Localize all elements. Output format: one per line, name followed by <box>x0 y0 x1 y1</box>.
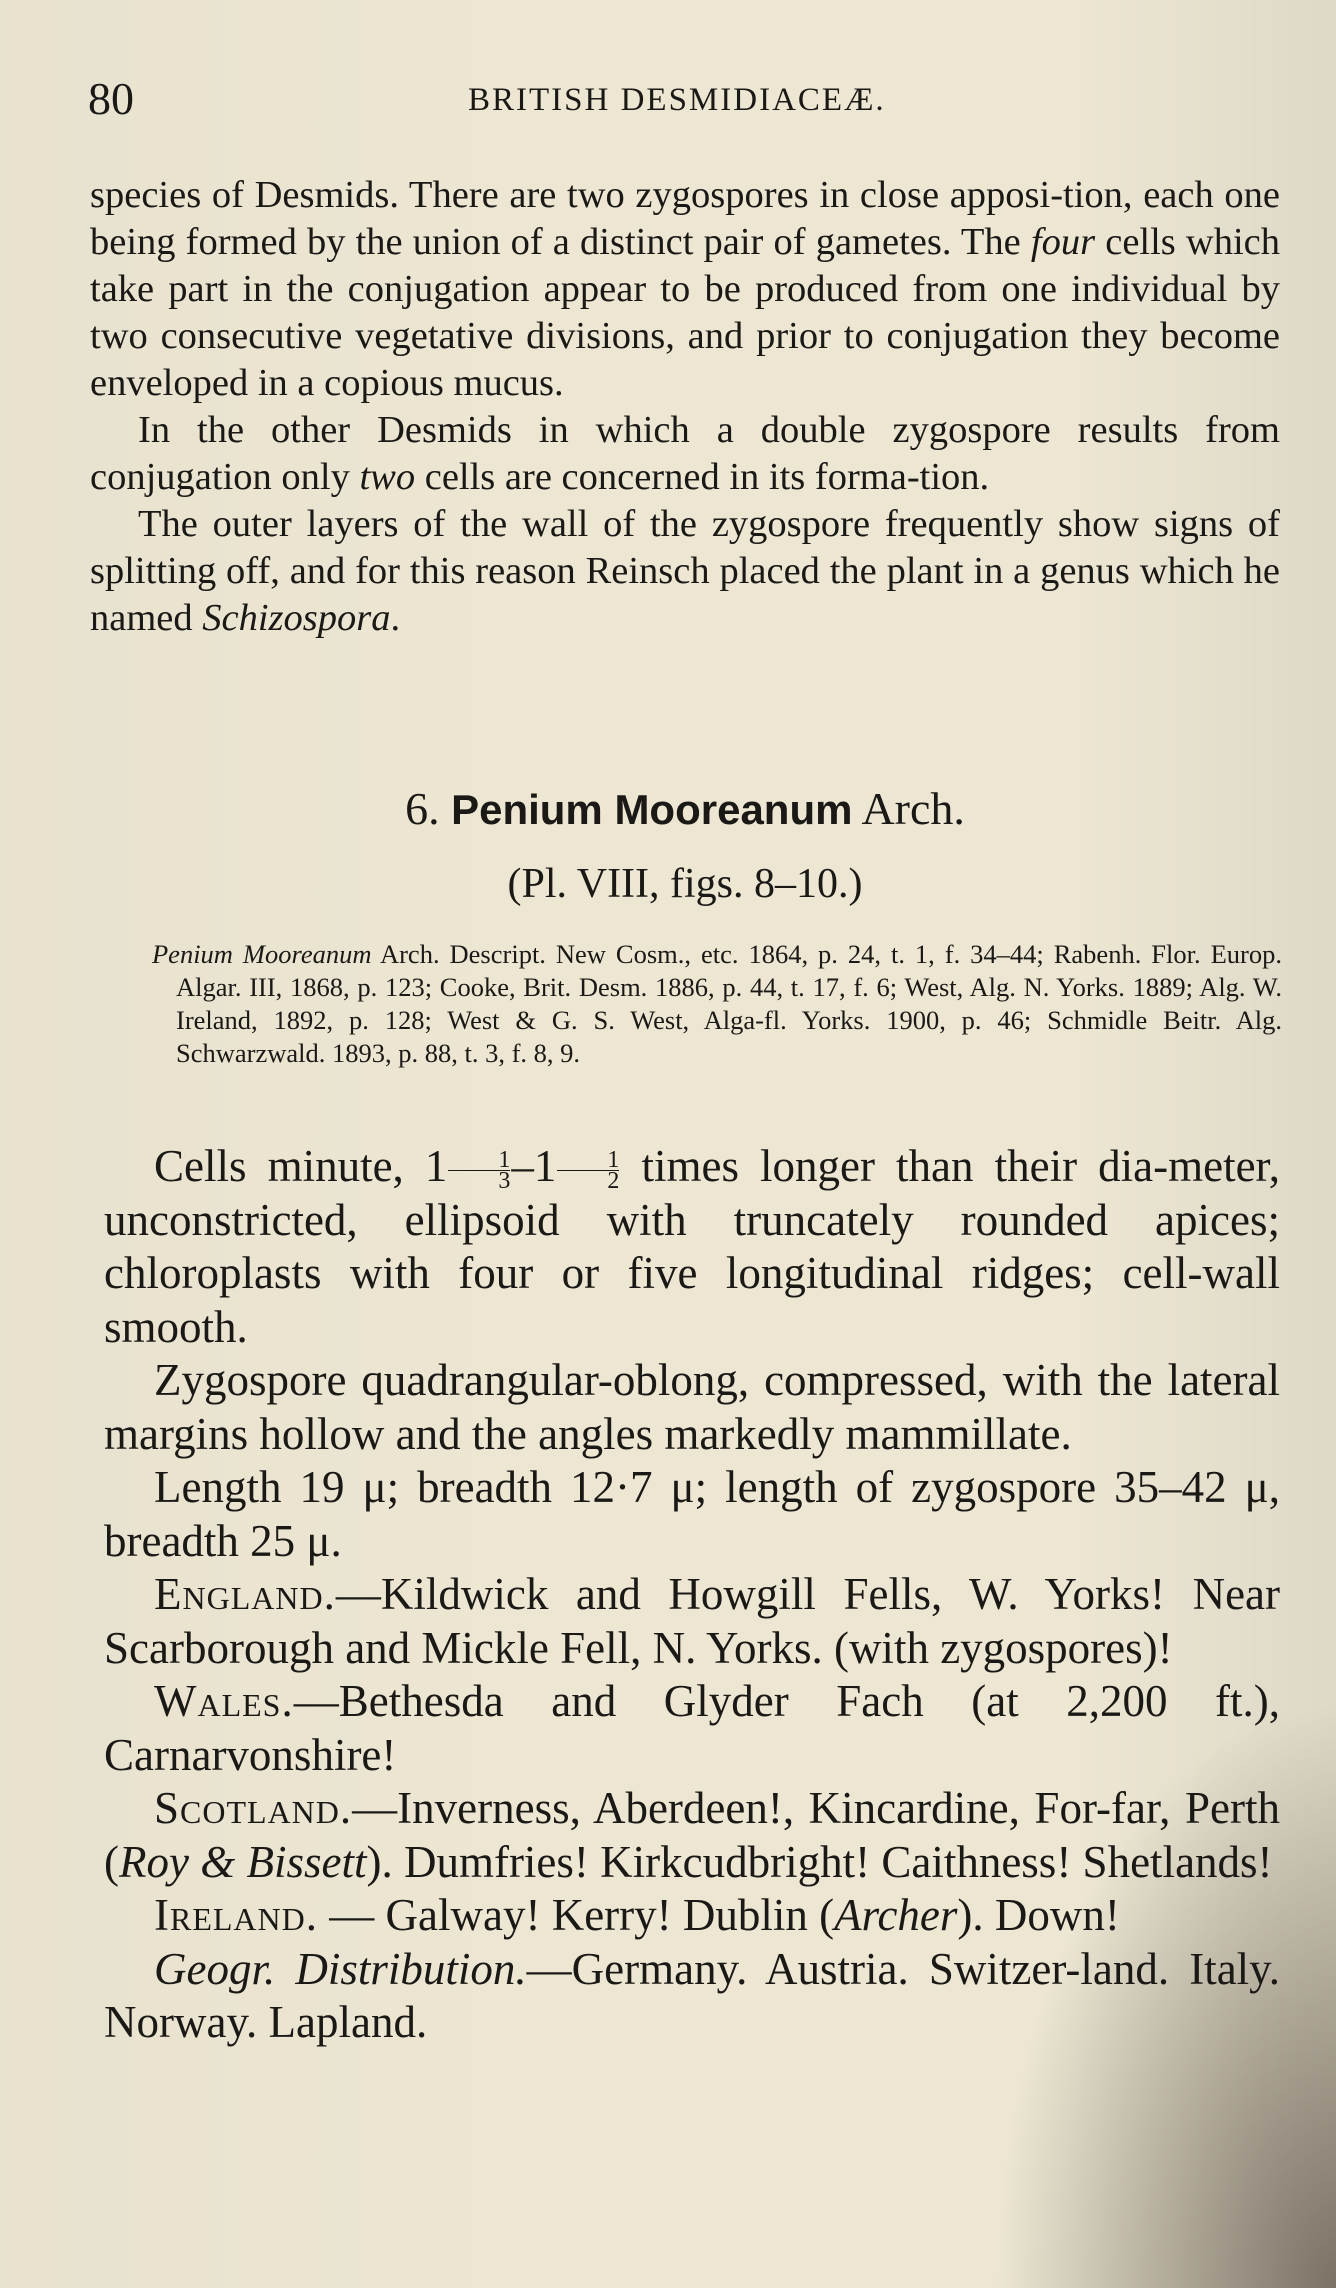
page-number: 80 <box>88 73 134 124</box>
geographic-distribution: Geogr. Distribution.—Germany. Austria. Switzer-land. Italy. Norway. Lapland. <box>104 1943 1281 2047</box>
species-description <box>104 1140 1280 2050</box>
measurements: Length 19 μ; breadth 12·7 μ; length of zygospore 35–42 μ, breadth 25 μ. <box>104 1462 1280 1566</box>
species-number: 6. <box>405 783 440 834</box>
intro-paragraph-1: species of Desmids. There are two zygospores in close apposi-tion, each one being formed by the union of a distinct pair of gametes. The four cells which take part in the conjugation appear to be produced from one individual by two consecutive vegetative divisions, and prior to conjugation they become enveloped in a copious mucus. <box>90 174 1280 404</box>
synonymy-name: Penium Mooreanum <box>152 939 372 969</box>
intro-paragraph-3: The outer layers of the wall of the zygospore frequently show signs of splitting off, and for this reason Reinsch placed the plant in a genus which he named Schizospora. <box>90 503 1280 639</box>
synonymy-citations: Penium Mooreanum Arch. Descript. New Cosm., etc. 1864, p. 24, t. 1, f. 34–44; Rabenh. Flor. Europ. Algar. III, 1868, p. 123; Cooke, Brit. Desm. 1886, p. 44, t. 17, f. 6; West, Alg. N. Yorks. 1889; Alg. W. Ireland, 1892, p. 128; West & G. S. West, Alga-fl. Yorks. 1900, p. 46; Schmidle Beitr. Alg. Schwarzwald. 1893, p. 88, t. 3, f. 8, 9. <box>152 939 1282 1068</box>
fraction-one-third: $\frac{1}{3}$ <box>448 1150 510 1191</box>
zygospore-description: Zygospore quadrangular-oblong, compressed, with the lateral margins hollow and the angles markedly mammillate. <box>104 1355 1280 1459</box>
species-heading <box>90 782 1280 835</box>
intro-text <box>90 172 1280 642</box>
intro-paragraph-2: In the other Desmids in which a double zygospore results from conjugation only two cells are concerned in its forma-tion. <box>90 409 1280 498</box>
species-name: Penium Mooreanum <box>451 786 853 833</box>
distribution-ireland: Ireland. — Galway! Kerry! Dublin (Archer). Down! <box>154 1890 1120 1940</box>
distribution-scotland: Scotland.—Inverness, Aberdeen!, Kincardine, For-far, Perth (Roy & Bissett). Dumfries! Kirkcudbright! Caithness! Shetlands! <box>104 1783 1280 1887</box>
distribution-england: England.—Kildwick and Howgill Fells, W. Yorks! Near Scarborough and Mickle Fell, N. Yorks. (with zygospores)! <box>104 1569 1280 1673</box>
cells-description: Cells minute, 1 $\frac{1}{3}$ –1 $\frac{1}{2}$ times longer than their dia-meter, unconstricted, ellipsoid with truncately rounded apices; chloroplasts with four or five longitudinal ridges; cell-wall smooth. <box>104 1141 1280 1352</box>
distribution-wales: Wales.—Bethesda and Glyder Fach (at 2,200 ft.), Carnarvonshire! <box>104 1676 1280 1780</box>
fraction-one-half: $\frac{1}{2}$ <box>557 1150 619 1191</box>
running-head-title: BRITISH DESMIDIACEÆ. <box>468 82 886 118</box>
running-head <box>88 72 1276 122</box>
plate-reference: (Pl. VIII, figs. 8–10.) <box>507 861 863 907</box>
species-author: Arch. <box>861 783 965 834</box>
